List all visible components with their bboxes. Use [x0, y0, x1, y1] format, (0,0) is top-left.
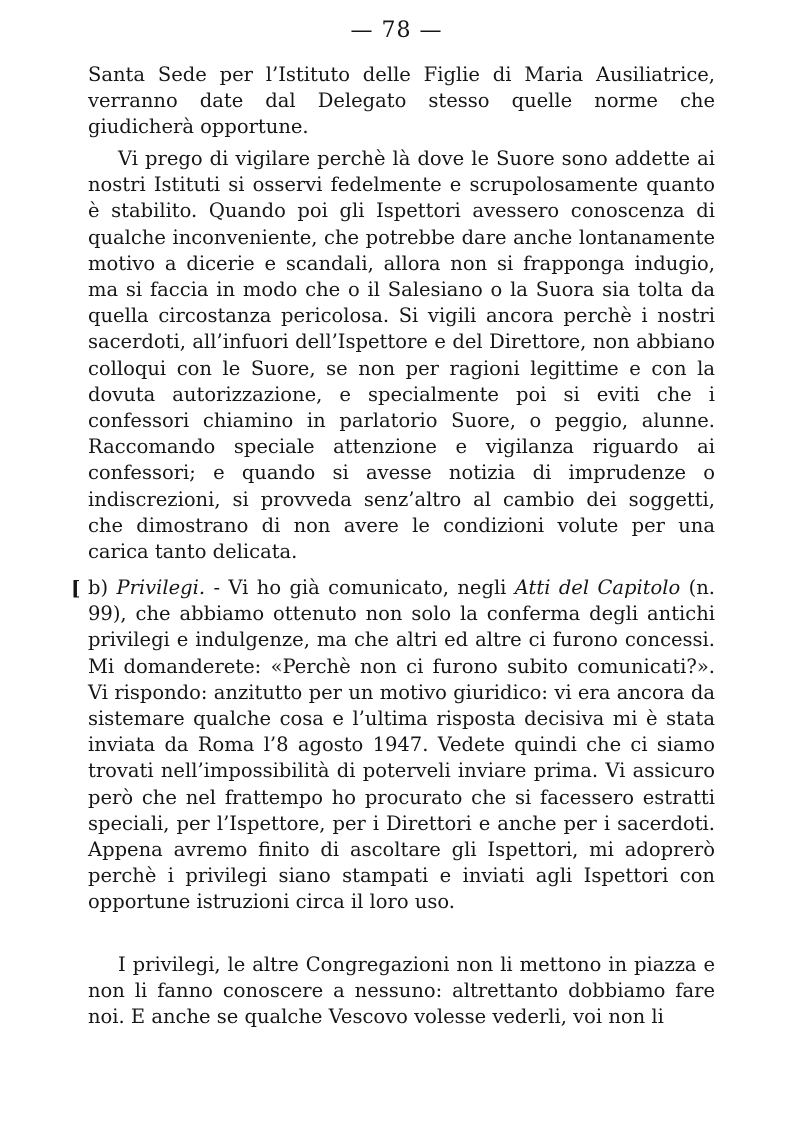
paragraph-continuation [88, 62, 715, 141]
paragraph-privileges-discretion [88, 952, 715, 1031]
section-privileges [71, 575, 715, 916]
paragraph-3-text-b: (n. 99), che abbiamo ottenuto non solo la conferma degli antichi privilegi e indulgenze, ma che altri ed altre ci furono concessi. Mi domanderete: «Perchè non ci furono subito comunicati?». Vi rispondo: anzitutto per un motivo giuridico: vi era ancora da sistemare qualche cosa e l’ultima risposta decisiva mi è stata inviata da Roma l’8 agosto 1947. Vedete quindi che ci siamo trovati nell’impossibilità di poterveli inviare prima. Vi assicuro però che nel frattempo ho procurato che si facessero estratti speciali, per l’Ispettore, per i Direttori e anche per i sacerdoti. Appena avremo finito di ascoltare gli Ispettori, mi adoprerò perchè i privilegi siano stampati e inviati agli Ispettori con opportune istruzioni circa il loro uso. [88, 576, 715, 914]
paragraph-4-text: I privilegi, le altre Congregazioni non li mettono in piazza e non li fanno conoscere a nessuno: altrettanto dobbiamo fare noi. E anche se qualche Vescovo volesse vederli, voi non li [88, 953, 715, 1029]
paragraph-1-text: Santa Sede per l’Istituto delle Figlie di Maria Ausiliatrice, verranno date dal Delegato stesso quelle norme che giudicherà opportune. [88, 63, 715, 139]
paragraph-2-text: Vi prego di vigilare perchè là dove le Suore sono addette ai nostri Istituti si osservi fedelmente e scrupolosamente quanto è stabilito. Quando poi gli Ispettori avessero conoscenza di qualche inconveniente, che potrebbe dare anche lontanamente motivo a dicerie e scandali, allora non si frapponga indugio, ma si faccia in modo che o il Salesiano o la Suora sia tolta da quella circostanza pericolosa. Si vigili ancora perchè i nostri sacerdoti, all’infuori dell’Ispettore e del Direttore, non abbiano colloqui con le Suore, se non per ragioni legittime e con la dovuta autorizzazione, e specialmente poi si eviti che i confessori chiamino in parlatorio Suore, o peggio, alunne. Raccomando speciale attenzione e vigilanza riguardo ai confessori; e quando si avesse notizia di imprudenze o indiscrezioni, si provveda senz’altro al cambio dei soggetti, che dimostrano di non avere le condizioni volute per una carica tanto delicata. [88, 147, 715, 564]
paragraph-3-text [88, 575, 715, 916]
margin-bracket-mark: [ [71, 576, 81, 600]
section-heading: Privilegi. [116, 576, 206, 599]
paragraph-vigilance [88, 146, 715, 565]
section-letter: b) [88, 576, 109, 599]
acts-title-reference: Atti del Capitolo [514, 576, 681, 599]
page-number: — 78 — [350, 18, 443, 43]
paragraph-3-text-a: - Vi ho già comunicato, negli [205, 576, 515, 599]
